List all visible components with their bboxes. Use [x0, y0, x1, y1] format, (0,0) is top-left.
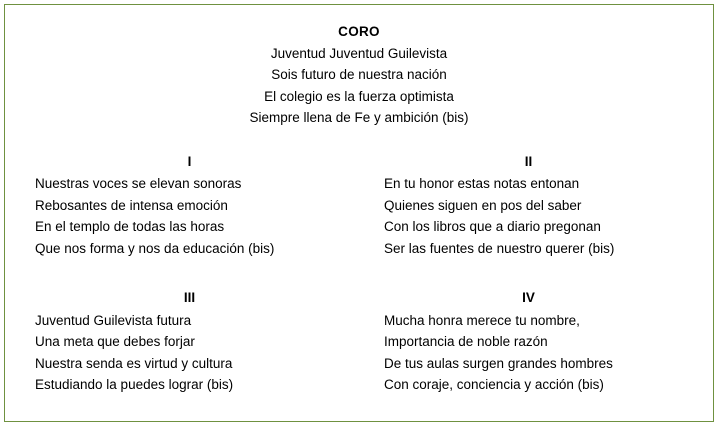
- stanza-line: Que nos forma y nos da educación (bis): [35, 240, 275, 256]
- stanza-line: Una meta que debes forjar: [35, 334, 195, 349]
- stanza-3: [27, 287, 352, 396]
- stanza-number: I: [187, 153, 192, 169]
- stanza-line: De tus aulas surgen grandes hombres: [384, 355, 613, 371]
- stanza-2: [366, 151, 691, 260]
- chorus-line: Juventud Juventud Guilevista: [270, 45, 448, 61]
- stanza-line: Importancia de noble razón: [384, 334, 548, 349]
- chorus-line: El colegio es la fuerza optimista: [264, 88, 454, 104]
- stanza-line: Rebosantes de intensa emoción: [35, 197, 228, 213]
- chorus-line: Sois futuro de nuestra nación: [271, 67, 447, 82]
- stanza-row-second: [27, 287, 691, 396]
- stanza-line: En el templo de todas las horas: [35, 219, 225, 234]
- stanza-line: En tu honor estas notas entonan: [384, 176, 580, 191]
- chorus-line: Siempre llena de Fe y ambición (bis): [249, 110, 469, 125]
- stanza-4: [366, 287, 691, 396]
- stanza-line: Con coraje, conciencia y acción (bis): [384, 377, 604, 392]
- chorus-section: [27, 21, 691, 129]
- stanza-line: Con los libros que a diario pregonan: [384, 219, 601, 234]
- stanza-lines: [366, 310, 691, 396]
- stanza-line: Nuestra senda es virtud y cultura: [35, 355, 233, 371]
- stanza-1: [27, 151, 352, 260]
- stanza-number: III: [183, 290, 196, 305]
- stanza-line: Mucha honra merece tu nombre,: [384, 312, 580, 328]
- stanza-line: Juventud Guilevista futura: [35, 312, 192, 328]
- stanza-lines: [366, 173, 691, 259]
- stanza-line: Quienes siguen en pos del saber: [384, 197, 582, 213]
- stanza-line: Estudiando la puedes lograr (bis): [35, 377, 234, 392]
- chorus-title: CORO: [338, 24, 380, 39]
- stanza-line: Ser las fuentes de nuestro querer (bis): [384, 240, 615, 256]
- stanza-line: Nuestras voces se elevan sonoras: [35, 176, 242, 191]
- stanza-lines: [27, 310, 352, 396]
- stanza-number: IV: [522, 290, 535, 305]
- document-border-frame: [4, 4, 714, 422]
- stanza-number: II: [524, 153, 533, 169]
- stanza-row-first: [27, 151, 691, 260]
- stanza-lines: [27, 173, 352, 259]
- lyrics-body: [5, 5, 713, 421]
